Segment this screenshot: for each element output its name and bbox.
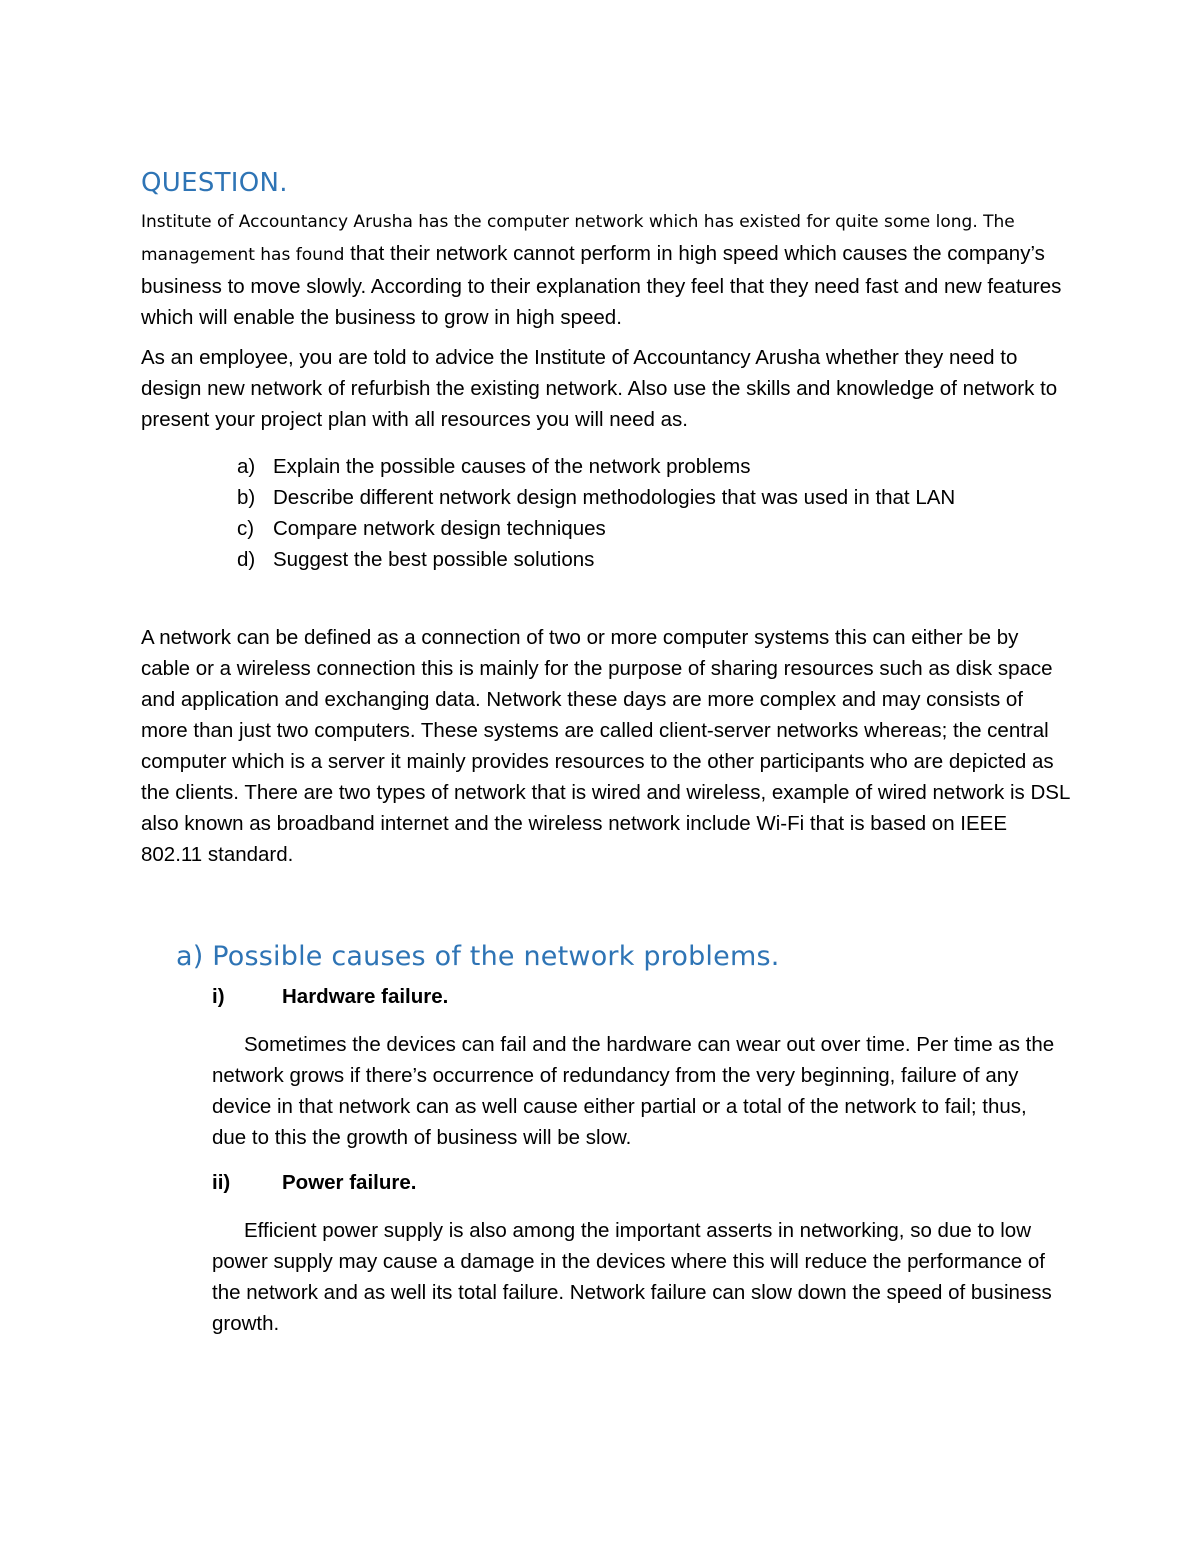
section-a-heading: a) Possible causes of the network problems. [176, 941, 780, 972]
question-heading: QUESTION. [141, 168, 288, 198]
list-marker: b) [237, 486, 256, 509]
list-item [237, 482, 955, 513]
list-marker: d) [237, 548, 256, 571]
list-item [237, 513, 955, 544]
list-item-text: Suggest the best possible solutions [273, 548, 595, 571]
list-item-text: Compare network design techniques [273, 517, 606, 540]
subheading-power-failure [212, 1167, 416, 1198]
list-marker: a) [237, 455, 256, 478]
power-failure-paragraph: Efficient power supply is also among the important asserts in networking, so due to low power supply may cause a damage in the devices where this will reduce the performance of the network and as well its total failure. Network failure can slow down the speed of business growth. [212, 1219, 1052, 1335]
list-item-text: Describe different network design methodologies that was used in that LAN [273, 486, 956, 509]
subheading-number: ii) [212, 1171, 231, 1194]
list-item [237, 451, 955, 482]
subheading-title: Hardware failure. [282, 985, 449, 1008]
hardware-failure-paragraph: Sometimes the devices can fail and the hardware can wear out over time. Per time as the network grows if there’s occurrence of redundancy from the very beginning, failure of any device in that network can as well cause either partial or a total of the network to fail; thus, due to this the growth of business will be slow. [212, 1033, 1055, 1149]
employee-paragraph: As an employee, you are told to advice the Institute of Accountancy Arusha whether they need to design new network of refurbish the existing network. Also use the skills and knowledge of network to present your project plan with all resources you will need as. [141, 346, 1058, 431]
list-item [237, 544, 955, 575]
subheading-hardware-failure [212, 981, 448, 1012]
list-item-text: Explain the possible causes of the network problems [273, 455, 751, 478]
network-definition-paragraph: A network can be defined as a connection of two or more computer systems this can either be by cable or a wireless connection this is mainly for the purpose of sharing resources such as disk space and application and exchanging data. Network these days are more complex and may consists of more than just two computers. These systems are called client-server networks whereas; the central computer which is a server it mainly provides resources to the other participants who are depicted as the clients. There are two types of network that is wired and wireless, example of wired network is DSL also known as broadband internet and the wireless network include Wi-Fi that is based on IEEE 802.11 standard. [141, 626, 1070, 866]
list-marker: c) [237, 517, 255, 540]
task-list [237, 451, 955, 575]
subheading-title: Power failure. [282, 1171, 417, 1194]
intro-rest-text: that their network cannot perform in high speed which causes the company’s business to move slowly. According to their explanation they feel that they need fast and new features which will enable the business to grow in high speed. [141, 242, 1062, 329]
intro-small-text: Institute of Accountancy Arusha has the computer network which has existed for quite some long. The management has found [141, 212, 1015, 265]
subheading-number: i) [212, 985, 225, 1008]
intro-paragraph [141, 205, 1071, 333]
